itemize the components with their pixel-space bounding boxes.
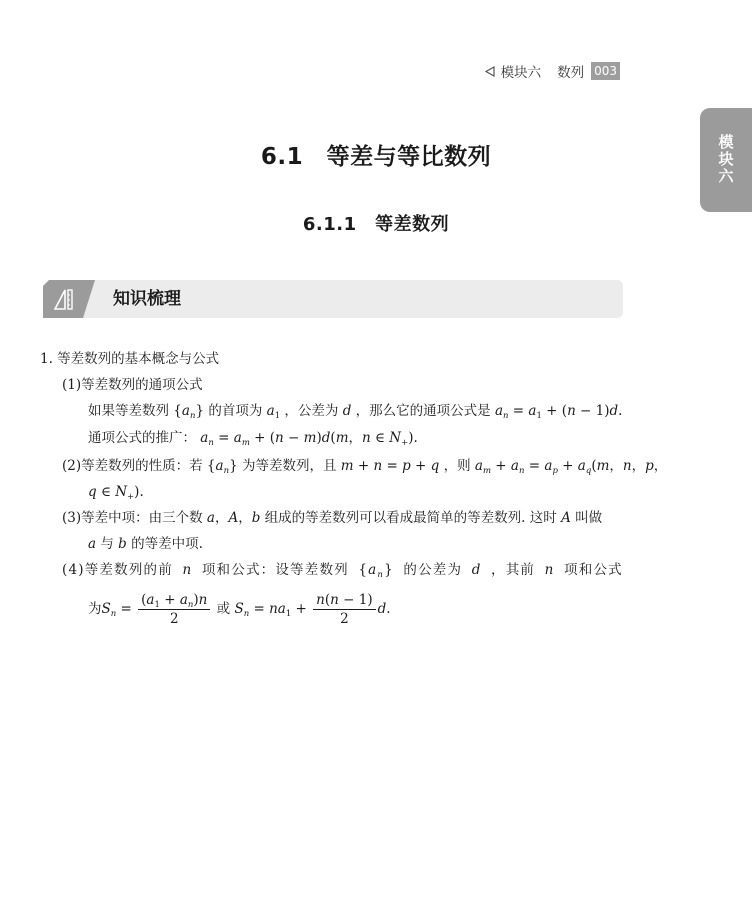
fraction: $\frac{(a_1 + a_n)n}{2}$ <box>138 591 210 628</box>
sub3-line2: a 与 b 的等差中项. <box>88 536 203 552</box>
ruler-pencil-icon <box>43 280 95 318</box>
section-title: 6.1 等差与等比数列 <box>260 144 492 170</box>
side-tab-char: 块 <box>718 150 734 168</box>
sub1-line1: 如果等差数列 $\{a_n\}$ 的首项为 $a_1$ ，公差为 d ，那么它的通项公式是 $a_n = a_1 + (n - 1)d$. <box>88 403 623 421</box>
knowledge-bar-title: 知识梳理 <box>113 289 181 309</box>
item-1-title: 1. 等差数列的基本概念与公式 <box>40 351 220 367</box>
sub2-line1: (2)等差数列的性质：若 $\{a_n\}$ 为等差数列，且 m + n = p + q ，则 $a_m + a_n = a_p + a_q(m$，n，p， <box>62 458 668 476</box>
subsection-title: 6.1.1 等差数列 <box>302 214 450 235</box>
side-tab-char: 六 <box>718 167 734 185</box>
sub4-line1: (4)等差数列的前 n 项和公式：设等差数列 $\{a_n\}$ 的公差为 d ，其前 n 项和公式 <box>62 562 623 580</box>
sub3-line1: (3)等差中项：由三个数 a，A，b 组成的等差数列可以看成最简单的等差数列. 这时 A 叫做 <box>62 510 603 526</box>
knowledge-bar <box>43 280 623 318</box>
triangle-left-icon <box>485 66 495 77</box>
sub1-title: (1)等差数列的通项公式 <box>62 377 203 393</box>
topic-label: 数列 <box>557 65 585 81</box>
header-nav <box>485 61 620 81</box>
page-number: 003 <box>591 62 620 80</box>
fraction: $\frac{n(n - 1)}{2}$ <box>313 591 375 628</box>
side-tab-char: 模 <box>718 133 734 151</box>
sub1-line2: 通项公式的推广： $a_n = a_m + (n - m)d(m$，n ∈ $N_+$). <box>88 430 418 448</box>
sub4-line2: 为$S_n$ = $\frac{(a_1 + a_n)n}{2}$ 或 $S_n = na_1$ + $\frac{n(n - 1)}{2}$ d. <box>88 592 391 627</box>
module-label: 模块六 <box>500 65 542 81</box>
sub2-line2: q ∈ $N_+$). <box>88 484 144 502</box>
